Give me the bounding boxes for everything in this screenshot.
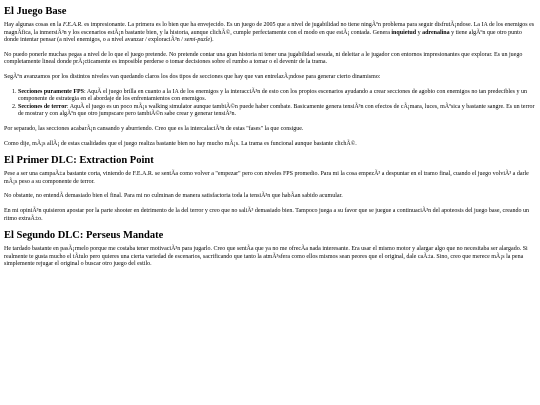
paragraph — [4, 141, 536, 149]
text-run: es impresionante. La primera es lo bien que ha envejecido. Es un juego de 2005 que a nivel de jugabilidad no tiene ningÃºn problema para seguir disfrutÃ¡ndose. La IA de los enemigos es magnÃfica, la inmersiÃ³n y los escenarios estÃ¡n bastante bien, y la historia, aunque clichÃ©, cumple perfectamente con el modo en que estÃ¡ contada. Genera — [4, 22, 535, 36]
text-run: Por separado, las secciones acabarÃ¡n cansando y aburriendo. Creo que es la intercalaciÃ³n de estas "fases" la que consigue. — [4, 125, 304, 132]
section-heading: El Segundo DLC: Perseus Mandate — [4, 230, 164, 242]
paragraph — [4, 246, 536, 269]
bold-text: inquietud — [391, 29, 417, 36]
paragraph — [4, 74, 536, 82]
paragraph — [4, 208, 536, 223]
italic-text: F.E.A.R. — [62, 22, 83, 28]
text-run: ). — [210, 37, 214, 44]
bold-text: Secciones de terror — [18, 103, 67, 110]
paragraph — [4, 126, 536, 134]
section-heading: El Primer DLC: Extraction Point — [4, 155, 154, 167]
italic-text: semi-puzle — [184, 37, 211, 44]
text-run: : AquÃ el juego brilla en cuanto a la IA de los enemigos y la interacciÃ³n de esto con los propios escenarios ayudando a crear secciones de agobio con enemigos no tan predecibles y un componente de estrategia en el abordaje de los enfrentamientos con enemigos. — [18, 88, 527, 103]
bold-text: Secciones puramente FPS — [18, 88, 84, 95]
text-run: SegÃºn avanzamos por los distintos niveles van quedando claros los dos tipos de secciones que hay que van entrelazÃ¡ndose para generar cierto dinamismo: — [4, 73, 381, 80]
ordered-list — [4, 89, 536, 119]
text-run: Hay algunas cosas en la — [4, 22, 63, 28]
list-item — [18, 104, 536, 119]
section-heading: El Juego Base — [4, 6, 67, 17]
text-run: He tardado bastante en pasÃ¡rmelo porque me costaba tener motivaciÃ³n para jugarlo. Creo que sentÃa que ya no me ofrecÃa nada interesante. Era usar el mismo motor y alargar algo que no necesitaba ser alargado. Si realmente te gusta mucho el tÃtulo pero quieres una cierta variedad de escenarios, sacrificando que tanto la atmÃ³sfera como ellos mismos sean peores que el original, dale caÃ±a. Sino, creo que merece mÃ¡s la pena simplemente rejugar el original o buscar otro juego del estilo. — [4, 246, 528, 268]
paragraph — [4, 22, 536, 45]
text-run: y tiene algÃºn que otro punto donde intentar pensar (a nivel enemigos, o a nivel avanzar / exploraciÃ³n / — [4, 29, 522, 44]
paragraph — [4, 193, 536, 201]
paragraph — [4, 171, 536, 186]
list-item — [18, 89, 536, 104]
text-run: No puedo ponerle muchas pegas a nivel de lo que el juego pretende. No pretende contar una gran historia ni tener una jugabilidad sesuda, ni deleitar a le jugador con entornos impresionantes que explorar. Es un juego completamente lineal donde prÃ¡cticamente es imposible perderse o tomar decisiones sobre el rumbo a tomar o el devenir de la trama. — [4, 51, 523, 66]
text-run: Pese a ser una campaÃ±a bastante corta, viniendo de F.E.A.R. se sentÃa como volver a "empezar" pero con niveles FPS promedio. Para mi la cosa empezÃ³ a despuntar en el tramo final, cuando el juego volviÃ³ a darle mÃ¡s peso a su componente de terror. — [4, 171, 529, 185]
text-run: Como dije, mÃ¡s allÃ¡ de estas cualidades que el juego realiza bastante bien no hay mucho mÃ¡s. La trama es funcional aunque bastante clichÃ©. — [4, 140, 357, 147]
paragraph — [4, 52, 536, 67]
text-run: No obstante, no entendÃ demasiado bien el final. Para mi no culminan de manera satisfactoria toda la tensiÃ³n que habÃan sabido acumular. — [4, 193, 343, 200]
text-run: En mi opiniÃ³n quisieron apostar por la parte shooter en detrimento de la del terror y creo que no saliÃ³ demasiado bien. Tampoco juega a su favor que se juegue a continuaciÃ³n del apoteosis del juego base, creando un ritmo extraÃ±o. — [4, 207, 530, 222]
bold-text: adrenalina — [422, 29, 450, 36]
text-run: y — [416, 29, 423, 36]
text-run: : AquÃ el juego es un poco mÃ¡s walking simulator aunque tambiÃ©n puede haber combate. Basicamente genera tensiÃ³n con efectos de cÃ¡mara, luces, mÃºsica y bastante sangre. Es un terror de mostrar y con algÃºn que otro jumpscare pero tambiÃ©n sabe crear y generar tensiÃ³n. — [18, 103, 535, 118]
